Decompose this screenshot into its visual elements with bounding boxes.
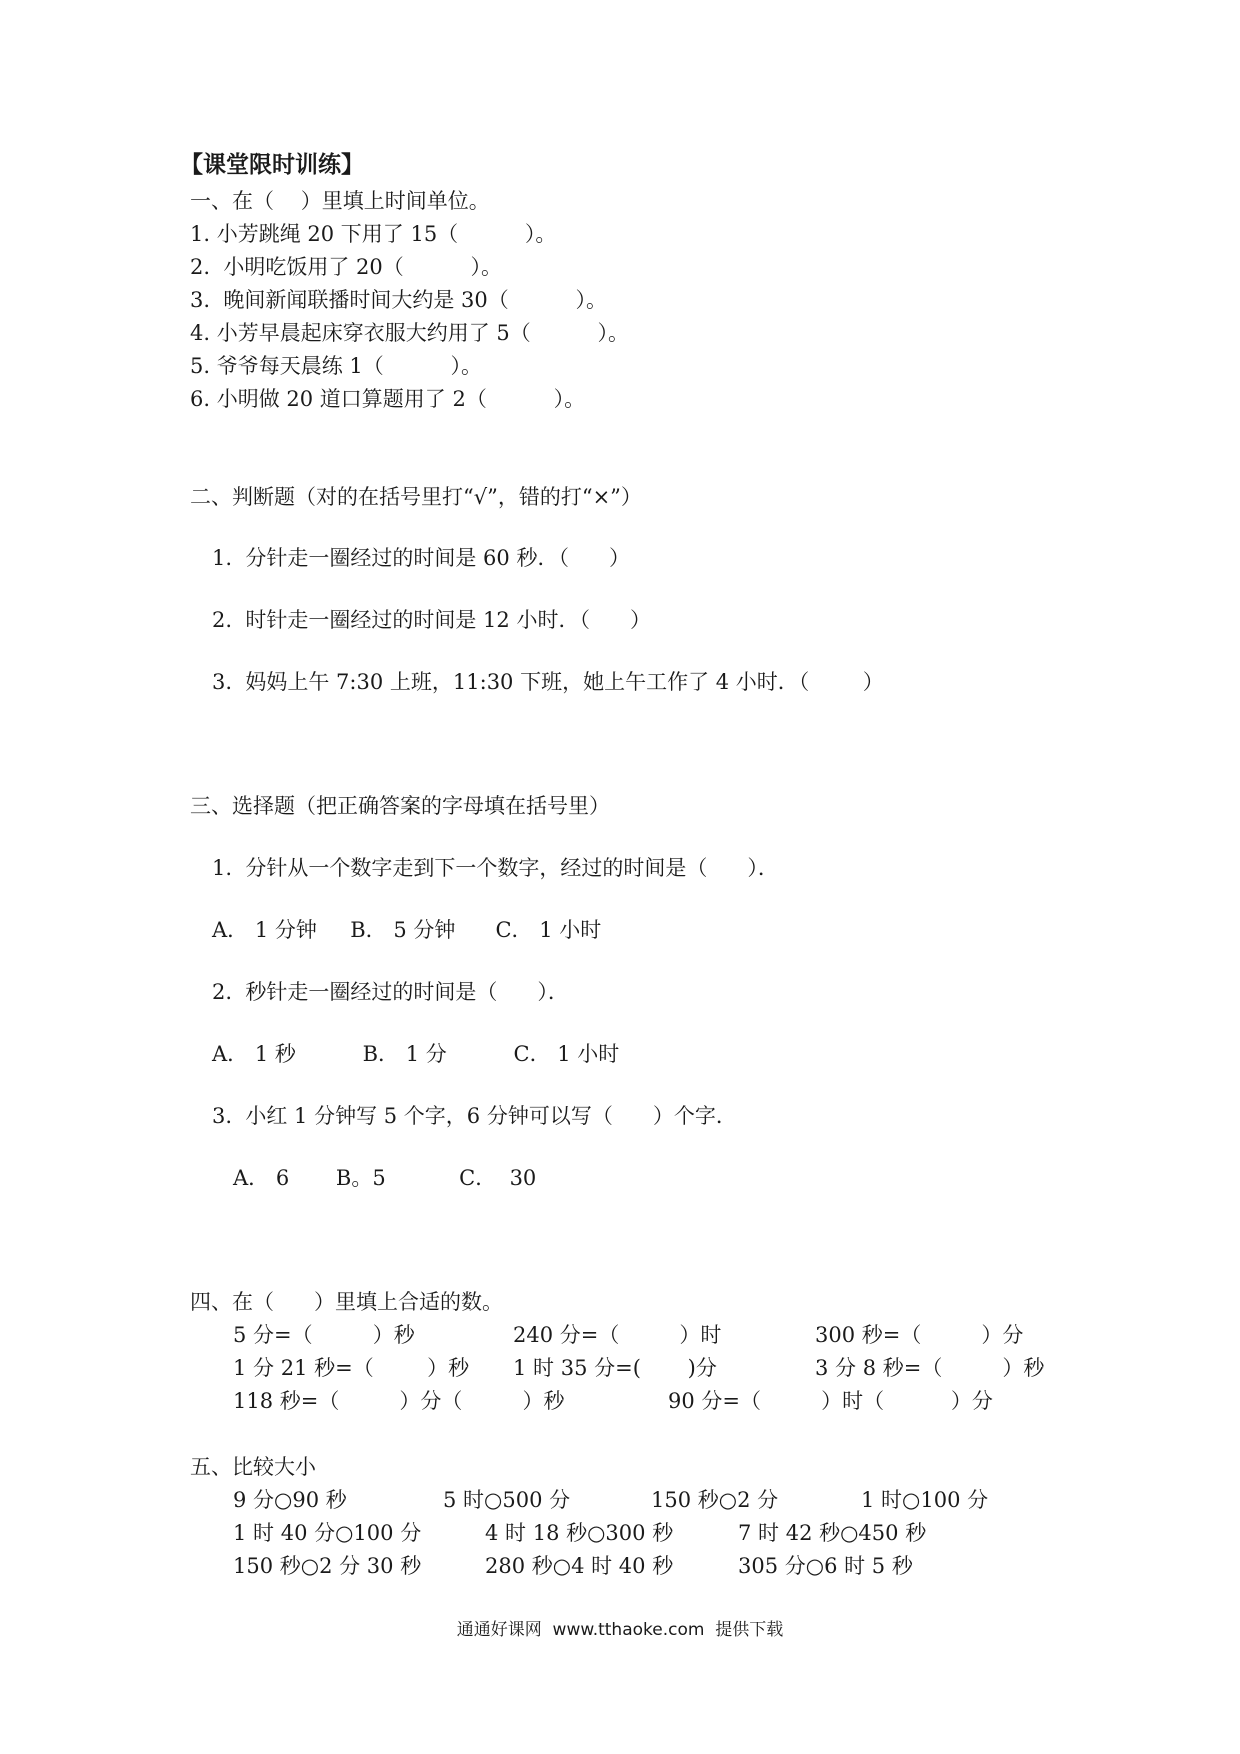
section3-options-3: A． 6 B。5 C． 30 xyxy=(233,1166,537,1190)
section3-options-2: A． 1 秒 B． 1 分 C． 1 小时 xyxy=(212,1042,620,1066)
section3-question-1: 1. 分针从一个数字走到下一个数字，经过的时间是（ ）． xyxy=(212,856,779,880)
section2-item: 3. 妈妈上午 7:30 上班，11:30 下班，她上午工作了 4 小时．（ ） xyxy=(212,670,884,694)
section3-heading: 三、选择题（把正确答案的字母填在括号里） xyxy=(190,794,610,818)
section4-cell: 1 分 21 秒=（ ）秒 xyxy=(233,1356,470,1380)
section5-cell: 4 时 18 秒○300 秒 xyxy=(485,1521,674,1545)
section5-cell: 7 时 42 秒○450 秒 xyxy=(738,1521,927,1545)
page-title: 【课堂限时训练】 xyxy=(180,151,364,178)
section4-cell: 240 分=（ ）时 xyxy=(513,1323,722,1347)
section2-item: 2. 时针走一圈经过的时间是 12 小时．（ ） xyxy=(212,608,652,632)
section1-heading: 一、在（ ）里填上时间单位。 xyxy=(190,189,490,213)
section2-item: 1. 分针走一圈经过的时间是 60 秒．（ ） xyxy=(212,546,631,570)
section1-item: 2. 小明吃饭用了 20（ ）。 xyxy=(190,255,503,279)
section3-question-2: 2. 秒针走一圈经过的时间是（ ）． xyxy=(212,980,569,1004)
section1-item: 5. 爷爷每天晨练 1（ ）。 xyxy=(190,354,482,378)
section4-cell: 300 秒=（ ）分 xyxy=(815,1323,1024,1347)
section1-item: 1. 小芳跳绳 20 下用了 15（ ）。 xyxy=(190,222,557,246)
section3-options-1: A． 1 分钟 B． 5 分钟 C． 1 小时 xyxy=(212,918,602,942)
section5-cell: 280 秒○4 时 40 秒 xyxy=(485,1554,674,1578)
section5-cell: 5 时○500 分 xyxy=(443,1488,571,1512)
section4-cell: 1 时 35 分=( )分 xyxy=(513,1356,717,1380)
section2-heading: 二、判断题（对的在括号里打“√”，错的打“×”） xyxy=(190,485,642,509)
section5-cell: 1 时○100 分 xyxy=(861,1488,989,1512)
section5-heading: 五、比较大小 xyxy=(190,1455,316,1479)
section4-heading: 四、在（ ）里填上合适的数。 xyxy=(190,1290,504,1314)
section4-cell: 5 分=（ ）秒 xyxy=(233,1323,415,1347)
section5-cell: 9 分○90 秒 xyxy=(233,1488,347,1512)
footer-credit: 通通好课网 www.tthaoke.com 提供下载 xyxy=(456,1620,784,1640)
section4-cell: 90 分=（ ）时（ ）分 xyxy=(668,1389,993,1413)
section1-item: 4. 小芳早晨起床穿衣服大约用了 5（ ）。 xyxy=(190,321,629,345)
section5-cell: 150 秒○2 分 xyxy=(651,1488,779,1512)
section1-item: 6. 小明做 20 道口算题用了 2（ ）。 xyxy=(190,387,586,411)
section1-item: 3. 晚间新闻联播时间大约是 30（ ）。 xyxy=(190,288,608,312)
section3-question-3: 3. 小红 1 分钟写 5 个字，6 分钟可以写（ ）个字． xyxy=(212,1104,737,1128)
section5-cell: 1 时 40 分○100 分 xyxy=(233,1521,422,1545)
section5-cell: 150 秒○2 分 30 秒 xyxy=(233,1554,422,1578)
section4-cell: 3 分 8 秒=（ ）秒 xyxy=(815,1356,1045,1380)
section4-cell: 118 秒=（ ）分（ ）秒 xyxy=(233,1389,565,1413)
section5-cell: 305 分○6 时 5 秒 xyxy=(738,1554,913,1578)
